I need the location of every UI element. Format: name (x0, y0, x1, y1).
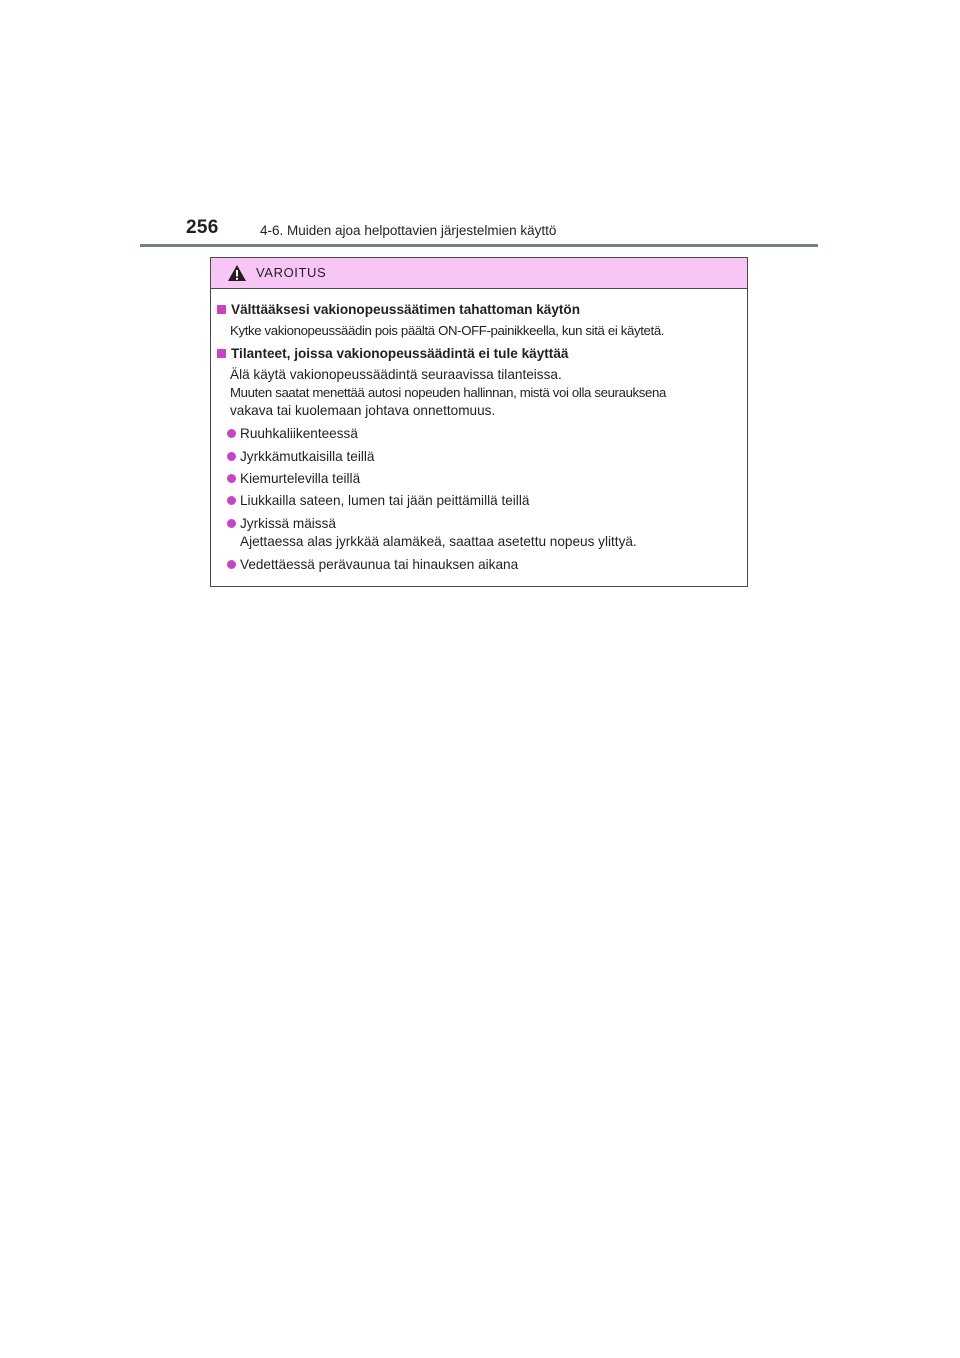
list-item: Jyrkkämutkaisilla teillä (227, 448, 374, 466)
warning-triangle-icon (227, 264, 247, 282)
page-number: 256 (186, 217, 219, 238)
item-line: Älä käytä vakionopeussäädintä seuraavissa tilanteissa. (230, 367, 562, 382)
warning-box (210, 257, 748, 587)
list-item-subtext: Ajettaessa alas jyrkkää alamäkeä, saattaa asetettu nopeus ylittyä. (240, 534, 637, 549)
warning-title: VAROITUS (256, 265, 327, 280)
list-item: Jyrkissä mäissä Ajettaessa alas jyrkkää alamäkeä, saattaa asetettu nopeus ylittyä. (227, 515, 637, 551)
square-bullet-icon (217, 305, 226, 314)
item-heading-1: Välttääksesi vakionopeussäätimen tahattoman käytön (217, 302, 580, 317)
section-title: 4-6. Muiden ajoa helpottavien järjestelmien käyttö (260, 223, 557, 238)
list-item: Ruuhkaliikenteessä (227, 425, 358, 443)
round-bullet-icon (227, 452, 236, 461)
item-line: vakava tai kuolemaan johtava onnettomuus. (230, 403, 496, 418)
round-bullet-icon (227, 519, 236, 528)
item-text-1: Kytke vakionopeussäädin pois päältä ON-OFF-painikkeella, kun sitä ei käytetä. (230, 323, 665, 338)
round-bullet-icon (227, 474, 236, 483)
square-bullet-icon (217, 349, 226, 358)
round-bullet-icon (227, 560, 236, 569)
list-item: Kiemurtelevilla teillä (227, 470, 360, 488)
item-heading-2: Tilanteet, joissa vakionopeussäädintä ei tule käyttää (217, 346, 568, 361)
list-item: Liukkailla sateen, lumen tai jään peittämillä teillä (227, 492, 529, 510)
round-bullet-icon (227, 429, 236, 438)
page-header (186, 214, 818, 248)
warning-header (211, 258, 747, 289)
list-item: Vedettäessä perävaunua tai hinauksen aikana (227, 556, 518, 574)
item-line: Muuten saatat menettää autosi nopeuden hallinnan, mistä voi olla seurauksena (230, 385, 666, 400)
round-bullet-icon (227, 496, 236, 505)
header-divider (140, 244, 818, 247)
